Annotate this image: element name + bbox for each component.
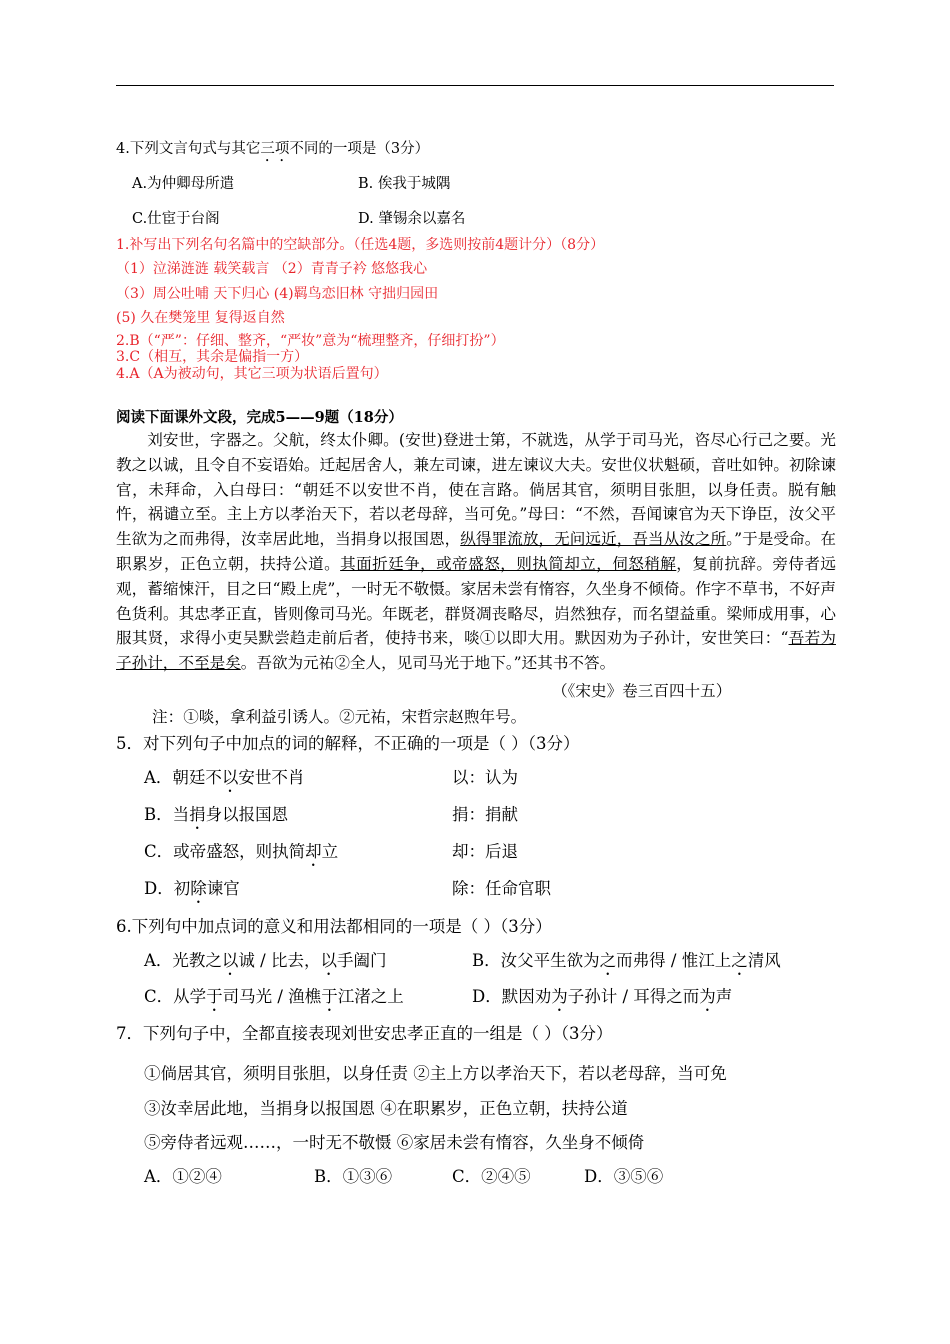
passage-source: （《宋史》卷三百四十五） xyxy=(552,682,732,700)
answer-1-line-1: （1）泣涕涟涟 载笑载言 （2）青青子衿 悠悠我心 xyxy=(116,261,428,277)
answer-1-line-3: (5) 久在樊笼里 复得返自然 xyxy=(116,310,285,326)
q6-stem: 6.下列句中加点词的意义和用法都相同的一项是（ ）（3分） xyxy=(116,917,552,936)
reading-heading: 阅读下面课外文段，完成5——9题（18分） xyxy=(116,409,403,426)
q6-option-c: C．从学于司马光 / 渔樵于江渚之上 xyxy=(144,987,404,1006)
q5-option-b: B．当捐身以报国恩 xyxy=(144,805,289,824)
q7-row-1: ①倘居其官，须明目张胆，以身任责 ②主上方以孝治天下，若以老母辞，当可免 xyxy=(144,1064,727,1083)
q6-option-b: B．汝父平生欲为之而弗得 / 惟江上之清风 xyxy=(472,951,781,970)
answer-3: 3.C（相互，其余是偏指一方） xyxy=(116,349,309,365)
q6-option-d: D．默因劝为子孙计 / 耳得之而为声 xyxy=(472,987,733,1006)
header-rule xyxy=(116,85,834,86)
answer-2: 2.B（“严”：仔细、整齐，“严妆”意为“梳理整齐，仔细打扮”） xyxy=(116,333,505,349)
q4-option-b: B. 俟我于城隅 xyxy=(358,176,451,192)
q4-option-c: C.仕宦于台阁 xyxy=(132,211,220,227)
q7-choice-a: A．①②④ xyxy=(144,1167,222,1186)
q5-gloss-d: 除：任命官职 xyxy=(452,879,551,898)
q4-stem: 4.下列文言句式与其它三项不同的一项是（3分） xyxy=(116,141,430,157)
q5-option-a: A．朝廷不以安世不肖 xyxy=(144,768,305,787)
q7-stem: 7．下列句子中，全都直接表现刘世安忠孝正直的一组是（ ）（3分） xyxy=(116,1024,613,1043)
underlined-sentence-2: 其面折廷争，或帝盛怒，则执简却立，伺怒稍解 xyxy=(340,554,677,573)
answer-1-line-2: （3）周公吐哺 天下归心 (4)羁鸟恋旧林 守拙归园田 xyxy=(116,286,439,302)
q5-gloss-c: 却：后退 xyxy=(452,842,518,861)
q5-stem: 5．对下列句子中加点的词的解释，不正确的一项是（ ）（3分） xyxy=(116,734,580,753)
q5-gloss-a: 以：认为 xyxy=(452,768,518,787)
q4-option-a: A.为仲卿母所遣 xyxy=(132,176,235,192)
underlined-sentence-1: 纵得罪流放，无问远近，吾当从汝之所 xyxy=(460,530,727,549)
q7-choice-c: C．②④⑤ xyxy=(452,1167,531,1186)
answer-4: 4.A（A为被动句，其它三项为状语后置句） xyxy=(116,366,388,382)
q5-option-d: D．初除谏官 xyxy=(144,879,240,898)
reading-passage xyxy=(116,428,836,676)
q7-choice-d: D．③⑤⑥ xyxy=(584,1167,664,1186)
underlined-sentence-3: 吾若为子孙计，不至是矣 xyxy=(116,629,836,673)
q5-option-c: C．或帝盛怒，则执简却立 xyxy=(144,842,339,861)
q7-row-2: ③汝幸居此地，当捐身以报国恩 ④在职累岁，正色立朝，扶持公道 xyxy=(144,1099,628,1118)
q5-gloss-b: 捐：捐献 xyxy=(452,805,518,824)
q4-option-d: D. 肇锡余以嘉名 xyxy=(358,211,466,227)
q6-option-a: A．光教之以诚 / 比去，以手阖门 xyxy=(144,951,387,970)
passage-text: 刘安世，字器之。父航，终太仆卿。(安世)登进士第，不就选，从学于司马光，咨尽心行己之要。光教之以诚，且令自不妄语始。迁起居舍人，兼左司谏，进左谏议大夫。安世仪状魁硕，音吐如钟。初除谏官，未拜命，入白母曰：“朝廷不以安世不肖，使在言路。倘居其官，须明目张胆，以身任责。脱有触忤，祸谴立至。主上方以孝治天下，若以老母辞，当可免。”母曰：“不然，吾闻谏官为天下诤臣，汝父平生欲为之而弗得，汝幸居此地，当捐身以报国恩，纵得罪流放，无问远近，吾当从汝之所。”于是受命。在职累岁，正色立朝，扶持公道。其面折廷争，或帝盛怒，则执简却立，伺怒稍解，复前抗辞。旁侍者远观，蓄缩悚汗，目之曰“殿上虎”，一时无不敬慑。家居未尝有惰容，久坐身不倾倚。作字不草书，不好声色货利。其忠孝正直，皆则像司马光。年既老，群贤凋丧略尽，岿然独存，而名望益重。梁师成用事，心服其贤，求得小吏吴默尝趋走前后者，使持书来，啖①以即大用。默因劝为子孙计，安世笑曰：“吾若为子孙计，不至是矣。吾欲为元祐②全人，见司马光于地下。”还其书不答。 xyxy=(116,431,836,673)
passage-note: 注：①啖，拿利益引诱人。②元祐，宋哲宗赵煦年号。 xyxy=(152,708,527,726)
answer-1: 1.补写出下列名句名篇中的空缺部分。（任选4题，多选则按前4题计分）（8分） xyxy=(116,237,605,253)
q7-choice-b: B．①③⑥ xyxy=(314,1167,393,1186)
q7-row-3: ⑤旁侍者远观……，一时无不敬慑 ⑥家居未尝有惰容，久坐身不倾倚 xyxy=(144,1133,645,1152)
